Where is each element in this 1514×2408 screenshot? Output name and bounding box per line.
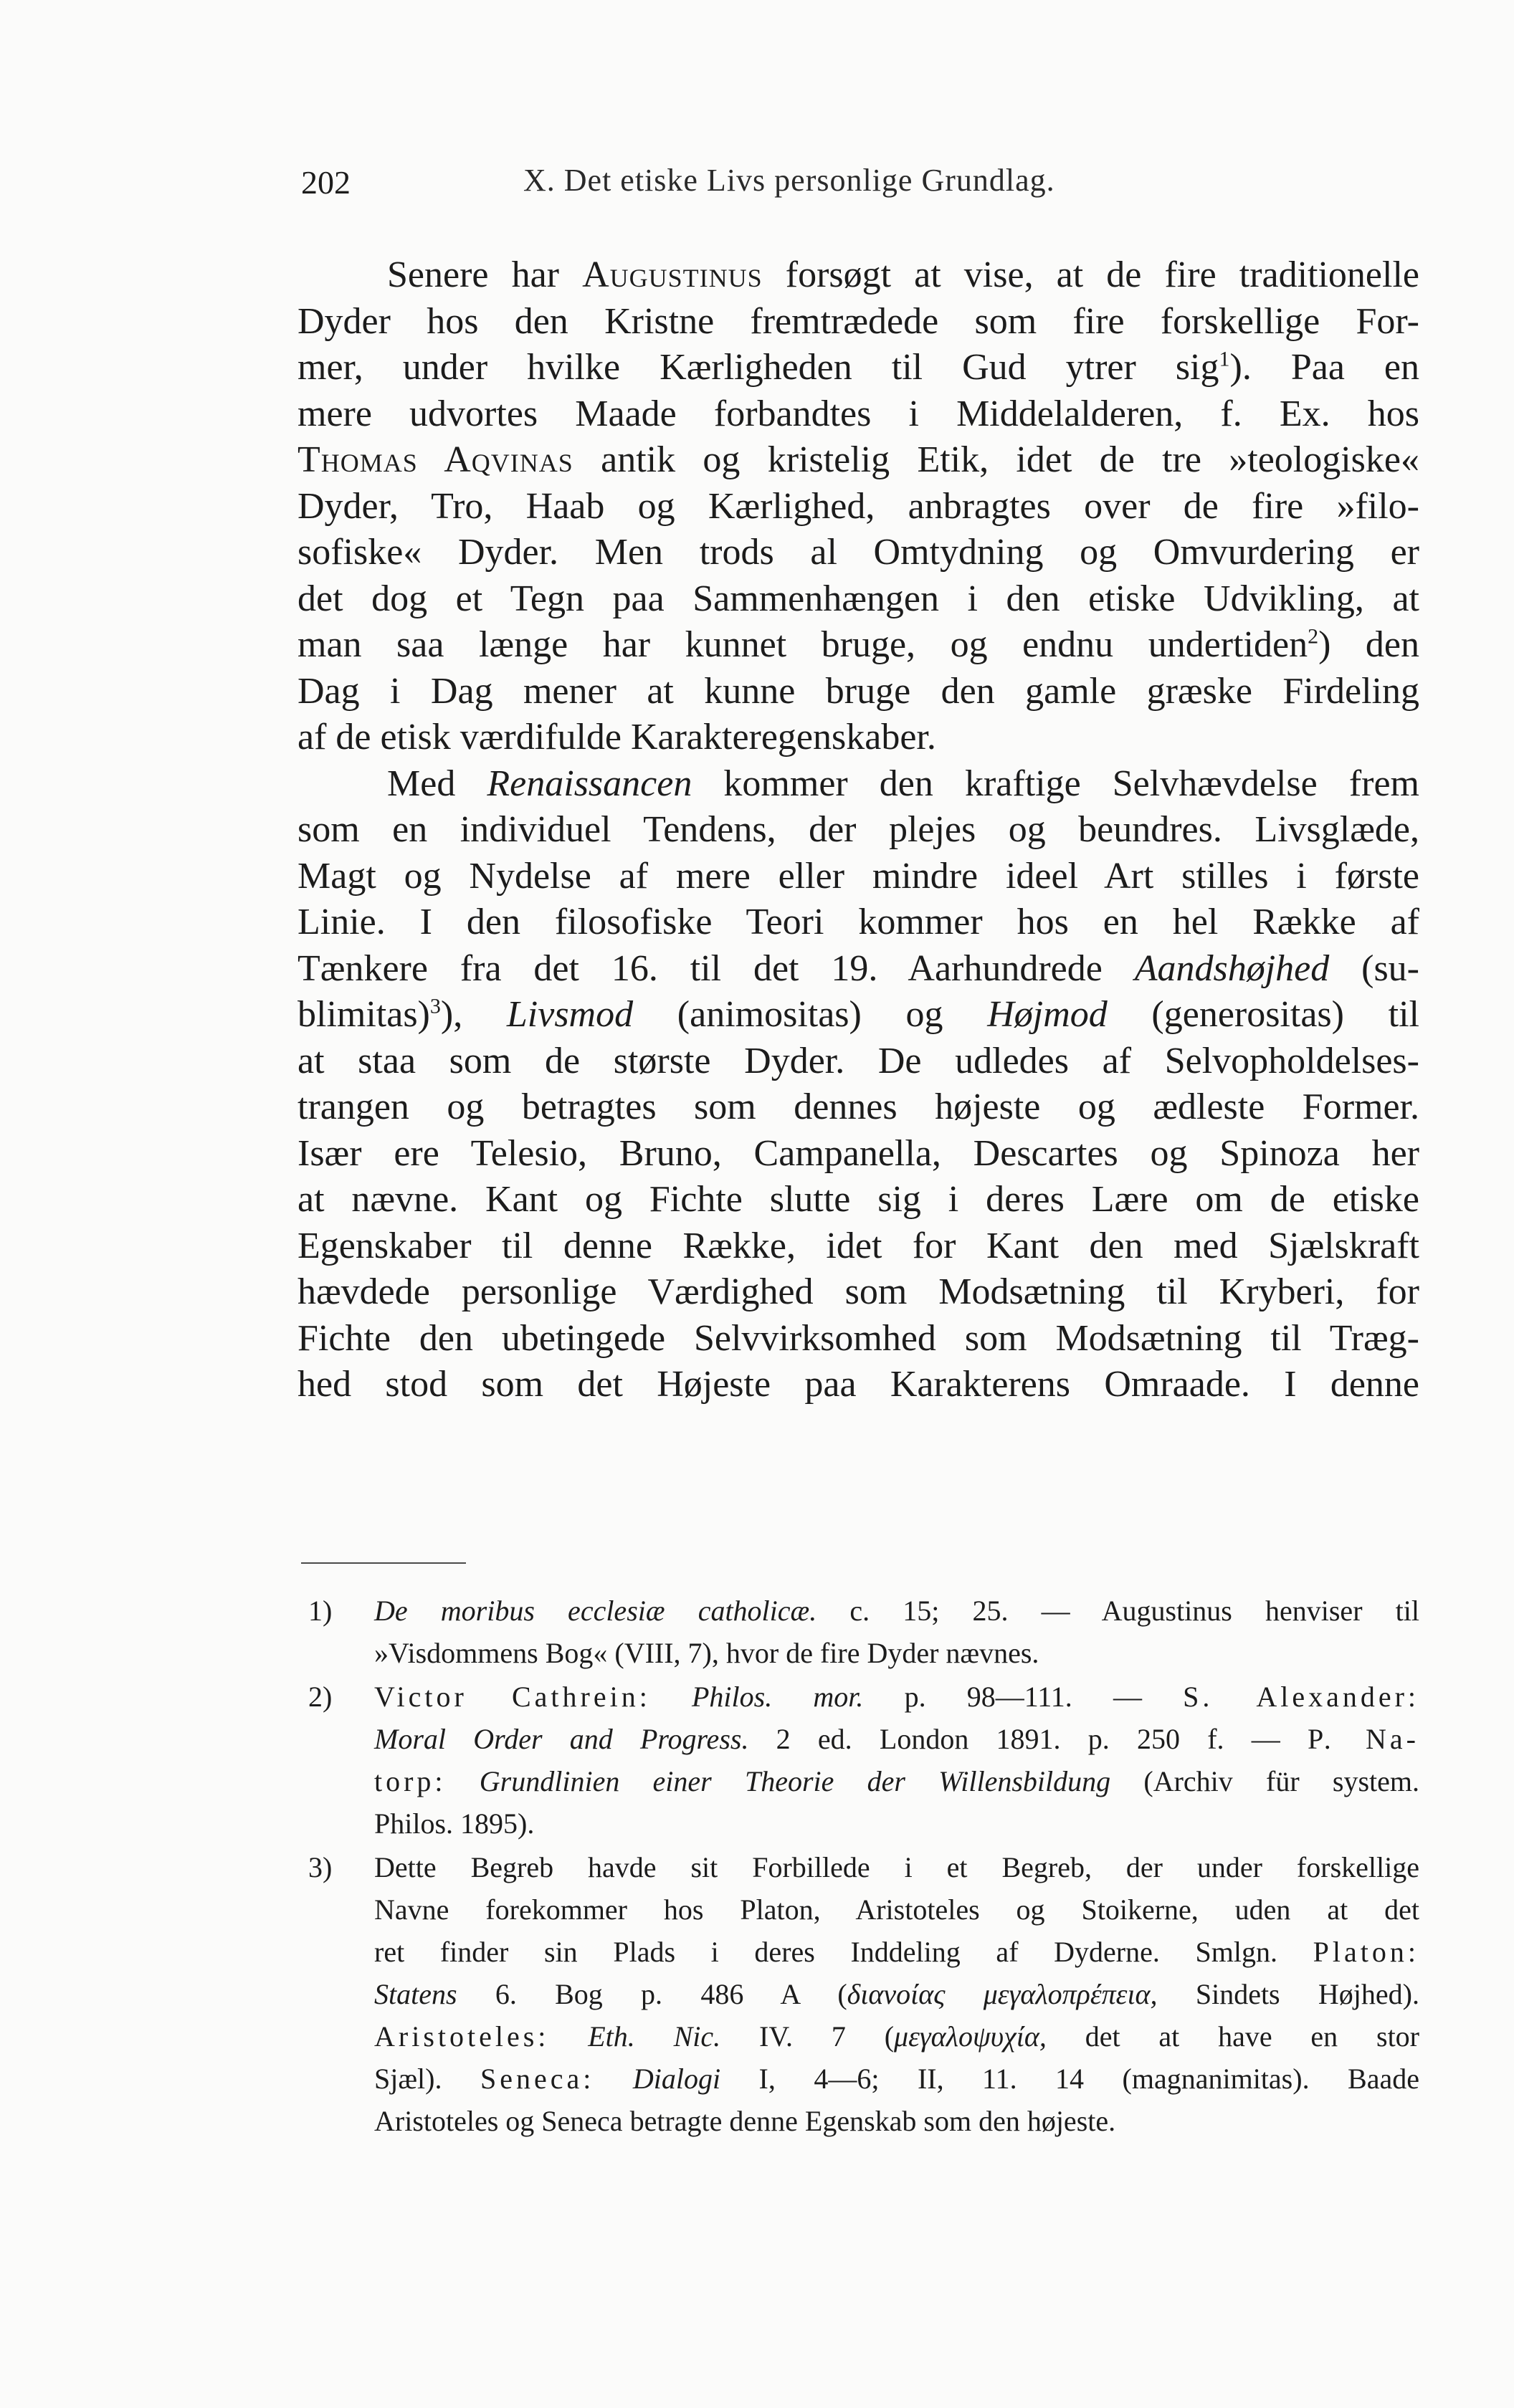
text-line — [374, 1676, 1419, 1718]
text-line: Philos. 1895). — [374, 1807, 535, 1840]
text-line — [297, 946, 1419, 993]
text-run: Tænkere fra det 16. til det 19. Aarhundrede — [297, 947, 1135, 989]
text-line — [374, 1931, 1419, 1973]
text-run: ) den — [1318, 624, 1419, 665]
text-line: som en individuel Tendens, der plejes og beundres. Livsglæde, — [297, 809, 1419, 850]
text-line — [374, 1973, 1419, 2015]
text-run: I, 4—6; II, 11. 14 (magnanimitas). Baade — [720, 2063, 1419, 2095]
text-run: ), — [440, 994, 507, 1035]
footnote-ref[interactable]: 3 — [429, 994, 441, 1018]
text-run: (animositas) og — [633, 994, 988, 1035]
text-line — [297, 252, 1419, 299]
citation-title: Statens — [374, 1978, 457, 2010]
greek-term: διανοίας μεγαλοπρέπεια, — [847, 1978, 1158, 2010]
footnote-ref[interactable]: 2 — [1308, 624, 1319, 649]
author-name: Platon: — [1313, 1936, 1419, 1968]
main-text — [297, 252, 1419, 1408]
text-line: Fichte den ubetingede Selvvirksomhed som Modsætning til Træg- — [297, 1317, 1419, 1359]
text-run: Sindets Højhed). — [1157, 1978, 1419, 2010]
emphasis: Livsmod — [506, 994, 634, 1035]
text-line — [297, 345, 1419, 391]
text-line — [297, 761, 1419, 808]
footnote-marker: 3) — [308, 1851, 333, 1883]
text-line: hævdede personlige Værdighed som Modsætning til Kryberi, for — [297, 1271, 1419, 1312]
text-run: p. 98—111. — — [863, 1681, 1184, 1713]
text-run: (generositas) til — [1107, 994, 1419, 1035]
author-name: Aristoteles: — [374, 2020, 550, 2053]
citation-title: Moral Order and Progress. — [374, 1723, 749, 1755]
emphasis: Aandshøjhed — [1134, 947, 1330, 989]
footnote-separator — [301, 1562, 466, 1564]
citation-title: Philos. mor. — [650, 1681, 864, 1713]
text-line: Dette Begreb havde sit Forbillede i et Begreb, der under forskellige — [374, 1851, 1419, 1883]
text-line: det dog et Tegn paa Sammenhængen i den etiske Udvikling, at — [297, 578, 1419, 619]
text-run: det at have en stor — [1046, 2020, 1420, 2053]
footnote-ref[interactable]: 1 — [1219, 347, 1230, 371]
author-name: P. Na- — [1307, 1723, 1419, 1755]
text-line: Linie. I den filosofiske Teori kommer hos en hel Række af — [297, 902, 1419, 942]
citation-title: Dialogi — [594, 2063, 721, 2095]
text-line: Dag i Dag mener at kunne bruge den gamle græske Firdeling — [297, 670, 1419, 712]
page-header — [301, 156, 1419, 206]
footnotes — [308, 1590, 1419, 2144]
text-run: 2 ed. London 1891. p. 250 f. — — [748, 1723, 1308, 1755]
text-line: at nævne. Kant og Fichte slutte sig i deres Lære om de etiske — [297, 1179, 1419, 1220]
text-line — [374, 1590, 1419, 1632]
text-line — [297, 992, 1419, 1038]
paragraph-1 — [297, 252, 1419, 761]
author-name: Seneca: — [480, 2063, 595, 2095]
citation-title: Eth. Nic. — [549, 2020, 721, 2053]
text-line: »Visdommens Bog« (VIII, 7), hvor de fire Dyder nævnes. — [374, 1637, 1039, 1669]
text-line: Egenskaber til denne Række, idet for Kant den med Sjælskraft — [297, 1225, 1419, 1266]
author-name: torp: — [374, 1765, 447, 1797]
text-line: Navne forekommer hos Platon, Aristoteles og Stoikerne, uden at det — [374, 1893, 1419, 1926]
citation-title: De moribus ecclesiæ catholicæ. — [374, 1595, 817, 1627]
text-line: trangen og betragtes som dennes højeste og ædleste Former. — [297, 1086, 1419, 1127]
text-line — [374, 1760, 1419, 1802]
citation-title: Grundlinien einer Theorie der Willensbildung — [446, 1765, 1111, 1797]
emphasis: Renaissancen — [487, 763, 692, 804]
text-line — [374, 2058, 1419, 2100]
text-run: mer, under hvilke Kærligheden til Gud ytrer sig — [297, 347, 1219, 388]
text-line: mere udvortes Maade forbandtes i Middelalderen, f. Ex. hos — [297, 393, 1419, 434]
text-line — [374, 2015, 1419, 2058]
text-line — [374, 1718, 1419, 1760]
text-line: at staa som de største Dyder. De udledes af Selvopholdelses- — [297, 1040, 1419, 1081]
author-name: Victor Cathrein: — [374, 1681, 651, 1713]
text-line: af de etisk værdifulde Karakteregenskaber. — [297, 717, 936, 758]
text-run: 6. Bog p. 486 A ( — [457, 1978, 847, 2010]
text-run: Sjæl). — [374, 2063, 480, 2095]
text-run: ret finder sin Plads i deres Inddeling af Dyderne. Smlgn. — [374, 1936, 1313, 1968]
text-line — [297, 437, 1419, 484]
text-run: (Archiv für system. — [1110, 1765, 1419, 1797]
text-run: kommer den kraftige Selvhævdelse frem — [692, 763, 1419, 804]
text-line: hed stod som det Højeste paa Karakterens Omraade. I denne — [297, 1364, 1419, 1405]
footnote-marker: 2) — [308, 1681, 333, 1713]
greek-term: μεγαλοψυχία, — [894, 2020, 1047, 2053]
page-number: 202 — [301, 164, 351, 201]
footnote-3 — [308, 1846, 1419, 2142]
author-name-augustinus: Augustinus — [582, 254, 763, 295]
author-name: S. Alexander: — [1183, 1681, 1420, 1713]
text-run: IV. 7 ( — [720, 2020, 895, 2053]
author-name-thomas-aqvinas: Thomas Aqvinas — [297, 439, 573, 480]
text-run: antik og kristelig Etik, idet de tre »teologiske« — [573, 439, 1419, 480]
text-line: sofiske« Dyder. Men trods al Omtydning og Omvurdering er — [297, 532, 1419, 573]
footnote-1 — [308, 1590, 1419, 1674]
emphasis: Højmod — [987, 994, 1108, 1035]
text-run: (su- — [1329, 947, 1419, 989]
text-run: forsøgt at vise, at de fire traditionelle — [762, 254, 1419, 295]
paragraph-2 — [297, 761, 1419, 1408]
text-run: Senere har — [387, 254, 583, 295]
footnote-2 — [308, 1676, 1419, 1845]
text-run: c. 15; 25. — Augustinus henviser til — [816, 1595, 1419, 1627]
text-line — [297, 622, 1419, 669]
text-run: blimitas) — [297, 994, 430, 1035]
text-line: Magt og Nydelse af mere eller mindre ideel Art stilles i første — [297, 855, 1419, 897]
text-line: Især ere Telesio, Bruno, Campanella, Descartes og Spinoza her — [297, 1132, 1419, 1174]
running-title: X. Det etiske Livs personlige Grundlag. — [523, 163, 1055, 198]
text-run: Med — [387, 763, 487, 804]
text-run: ). Paa en — [1229, 347, 1419, 388]
text-run: man saa længe har kunnet bruge, og endnu undertiden — [297, 624, 1308, 665]
text-line: Dyder hos den Kristne fremtrædede som fire forskellige For- — [297, 300, 1419, 342]
text-line: Dyder, Tro, Haab og Kærlighed, anbragtes over de fire »filo- — [297, 485, 1419, 527]
text-line: Aristoteles og Seneca betragte denne Egenskab som den højeste. — [374, 2105, 1116, 2137]
footnote-marker: 1) — [308, 1595, 333, 1627]
